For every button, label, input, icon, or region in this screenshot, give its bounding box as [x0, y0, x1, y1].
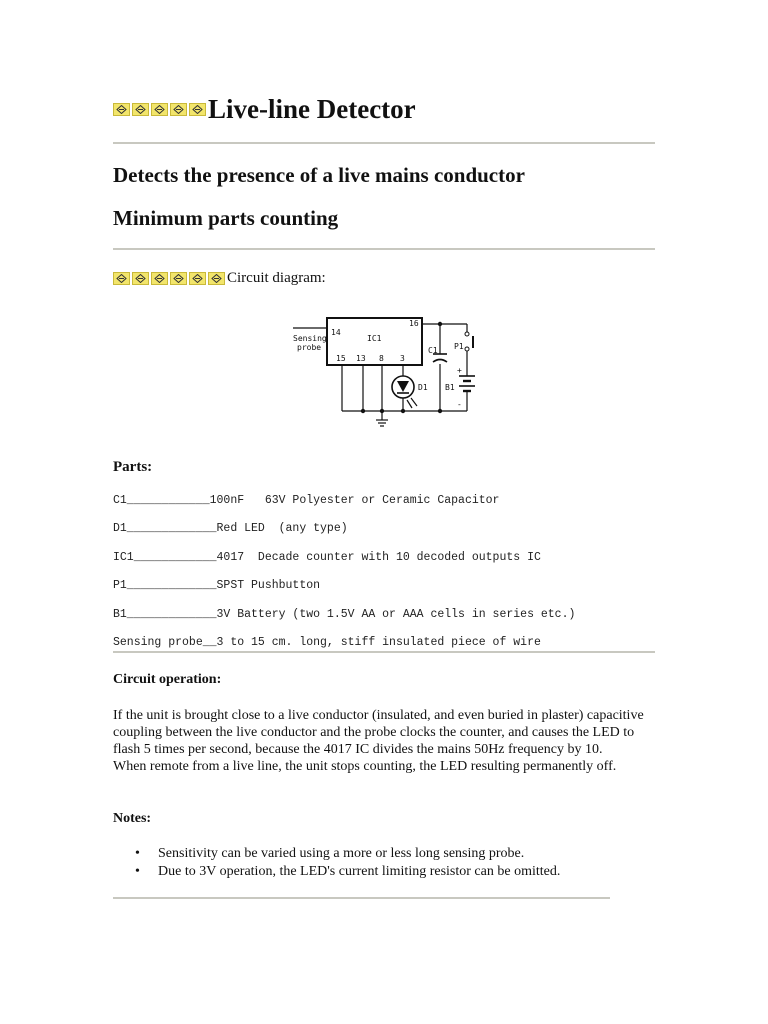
divider	[113, 248, 655, 250]
diamond-bullet-icon	[113, 103, 130, 116]
diamond-bullet-icon	[132, 272, 149, 285]
label-pin3: 3	[400, 354, 405, 363]
label-plus: +	[457, 366, 462, 375]
diamond-bullet-icon	[189, 272, 206, 285]
diamond-bullet-icon	[151, 272, 168, 285]
subtitle-minimum-parts: Minimum parts counting	[113, 206, 339, 230]
diamond-bullet-icon	[151, 103, 168, 116]
subtitle-detects: Detects the presence of a live mains conductor	[113, 163, 525, 187]
label-b1: B1	[445, 383, 455, 392]
operation-heading: Circuit operation:	[113, 672, 222, 687]
operation-text	[113, 707, 663, 775]
circuit-diagram	[285, 310, 485, 440]
parts-heading: Parts:	[113, 459, 153, 475]
parts-row-d1: D1_____________Red LED (any type)	[113, 522, 348, 535]
label-sensing: Sensing	[293, 334, 327, 343]
diamond-bullet-icon	[208, 272, 225, 285]
label-pin13: 13	[356, 354, 366, 363]
list-item: • Sensitivity can be varied using a more or less long sensing probe.	[113, 845, 560, 863]
page-title: Live-line Detector	[208, 93, 416, 124]
list-item: • Due to 3V operation, the LED's current limiting resistor can be omitted.	[113, 863, 560, 881]
label-minus: -	[457, 400, 462, 409]
divider	[113, 142, 655, 144]
title-bullets	[113, 103, 206, 116]
label-d1: D1	[418, 383, 428, 392]
circuit-diagram-heading: Circuit diagram:	[227, 269, 326, 286]
label-probe: probe	[297, 343, 322, 352]
operation-paragraph-1: If the unit is brought close to a live conductor (insulated, and even buried in plaster) capacitive coupling between the live conductor and the probe clocks the counter, and causes the LED to flash 5 times per second, because the 4017 IC divides the mains 50Hz frequency by 10.	[113, 708, 644, 757]
notes-heading: Notes:	[113, 811, 152, 826]
label-pin8: 8	[379, 354, 384, 363]
notes-list	[113, 845, 560, 881]
divider	[113, 897, 610, 899]
label-pin15: 15	[336, 354, 346, 363]
section-bullets	[113, 272, 225, 285]
diamond-bullet-icon	[170, 272, 187, 285]
label-pin14: 14	[331, 328, 341, 337]
diamond-bullet-icon	[189, 103, 206, 116]
operation-paragraph-2: When remote from a live line, the unit stops counting, the LED resulting permanently off.	[113, 759, 617, 774]
parts-row-sensing-probe: Sensing probe__3 to 15 cm. long, stiff insulated piece of wire	[113, 636, 541, 649]
label-p1: P1	[454, 342, 464, 351]
diamond-bullet-icon	[113, 272, 130, 285]
diamond-bullet-icon	[132, 103, 149, 116]
label-c1: C1	[428, 346, 438, 355]
label-ic1: IC1	[367, 334, 382, 343]
diamond-bullet-icon	[170, 103, 187, 116]
page-title-row	[113, 92, 416, 126]
label-pin16: 16	[409, 319, 419, 328]
divider	[113, 651, 655, 653]
parts-row-p1: P1_____________SPST Pushbutton	[113, 579, 321, 592]
parts-row-c1: C1____________100nF 63V Polyester or Ceramic Capacitor	[113, 494, 500, 507]
parts-row-ic1: IC1____________4017 Decade counter with 10 decoded outputs IC	[113, 551, 541, 564]
circuit-diagram-heading-row	[113, 268, 326, 288]
parts-row-b1: B1_____________3V Battery (two 1.5V AA or AAA cells in series etc.)	[113, 608, 576, 621]
